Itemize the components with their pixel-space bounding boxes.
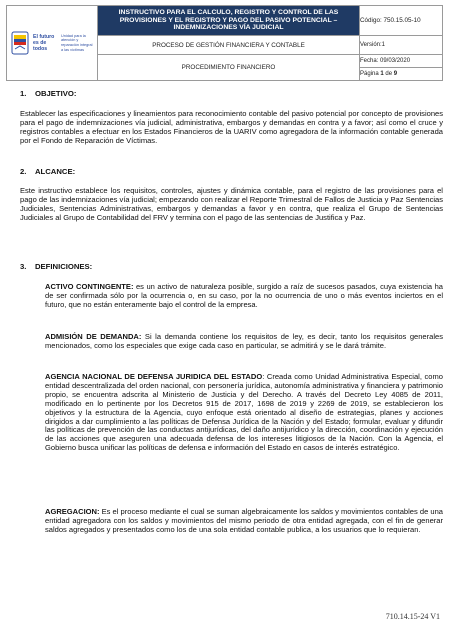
document-code: Código: 750.15.05-10 [360,6,443,36]
government-logo-icon [11,31,29,55]
section-objetivo-heading: 1. OBJETIVO: [20,89,77,98]
document-header [6,5,443,81]
section-alcance-heading: 2. ALCANCE: [20,167,76,176]
definition-activo-contingente: ACTIVO CONTINGENTE: es un activo de naturaleza posible, surgido a raíz de sucesos pasados, cuya existencia ha de ser confirmada sólo por la ocurrencia o, en su caso, por la no ocurrencia de uno o más eventos inciertos en el futuro, que no están enteramente bajo el control de la empresa. [45,282,443,309]
section-definiciones-heading: 3. DEFINICIONES: [20,262,93,271]
logo-text: El futuro es de todos [33,34,55,52]
process-name: PROCESO DE GESTIÓN FINANCIERA Y CONTABLE [98,36,360,55]
definition-agregacion: AGREGACION: Es el proceso mediante el cual se suman algebraicamente los saldos y movimientos contables de una entidad agregadora con los saldos y movimientos del mismo periodo de otra entidad agregada, con el fin de generar saldos agregados y presentados como los de una sola entidad contable publica, a los usuarios que lo requieran. [45,507,443,534]
document-title: INSTRUCTIVO PARA EL CALCULO, REGISTRO Y CONTROL DE LAS PROVISIONES Y EL REGISTRO Y PAGO DEL PASIVO POTENCIAL – INDEMNIZACIONES VÍA JUDICIAL [98,6,360,36]
section-alcance-text: Este instructivo establece los requisitos, controles, ajustes y dinámica contable, para el registro de las provisiones para el pago de las indemnizaciones vía judicial; empezando con realizar el Reporte Trimestral de Fallos de Justicia y Paz Sentencias Judiciales, Sentencias Administrativas, embargos y demandas a favor y en contra, que realiza el Grupo de Sentencias Judiciales al Grupo de Contabilidad del FRV y termina con el pago de las sentencias de Justifica y Paz. [20,186,443,222]
document-version: Versión:1 [360,36,443,55]
logo-cell [7,6,98,81]
logo-subtitle: Unidad para la atención y reparación integral a las víctimas [61,33,93,52]
procedure-name: PROCEDIMIENTO FINANCIERO [98,55,360,81]
definition-agencia-nacional: AGENCIA NACIONAL DE DEFENSA JURIDICA DEL ESTADO: Creada como Unidad Administrativa Especial, como entidad descentralizada del orden nacional, con personería jurídica, autonomía administrativa y financiera y patrimonio propio, se encuentra adscrita al Ministerio de Justicia y del Derecho. A través del Decreto Ley 4085 de 2011, modificado en lo pertinente por los Decretos 915 de 2017, 1698 de 2019 y 2269 de 2019, se establecieron los objetivos y la estructura de la Agencia, cuyo enfoque está orientado al diseño de estrategias, planes y acciones dirigidos a dar cumplimiento a las políticas de Defensa Jurídica de la Nación y del Estado; formular, evaluar y difundir las políticas de prevención de las conductas antijurídicas, del daño antijurídico y la dirección, coordinación y ejecución de las acciones que aseguren una adecuada defensa de los intereses litigiosos de la Nación. Con la Agencia, el Gobierno busca unificar las políticas de defensa e información del Estado en casos de interés estratégico. [45,372,443,453]
page-indicator: Página 1 de 9 [360,68,443,81]
footer-code: 710.14.15-24 V1 [385,612,440,621]
definition-admision-demanda: ADMISIÓN DE DEMANDA: Si la demanda contiene los requisitos de ley, es decir, tanto los requisitos generales mencionados, como los especiales que exige cada caso en particular, se admitirá y se le dará trámite. [45,332,443,350]
section-objetivo-text: Establecer las especificaciones y lineamientos para reconocimiento contable del pasivo potencial por concepto de provisiones para el pago de indemnizaciones vía judicial, administrativa, embargos y demandas en contra y a favor; así como el cruce y registros contables a efectuar en los Estados Financieros de la UARIV como agregadora de la información contable generada por el Fondo de Reparación de Víctimas. [20,109,443,145]
document-date: Fecha: 09/03/2020 [360,55,443,68]
